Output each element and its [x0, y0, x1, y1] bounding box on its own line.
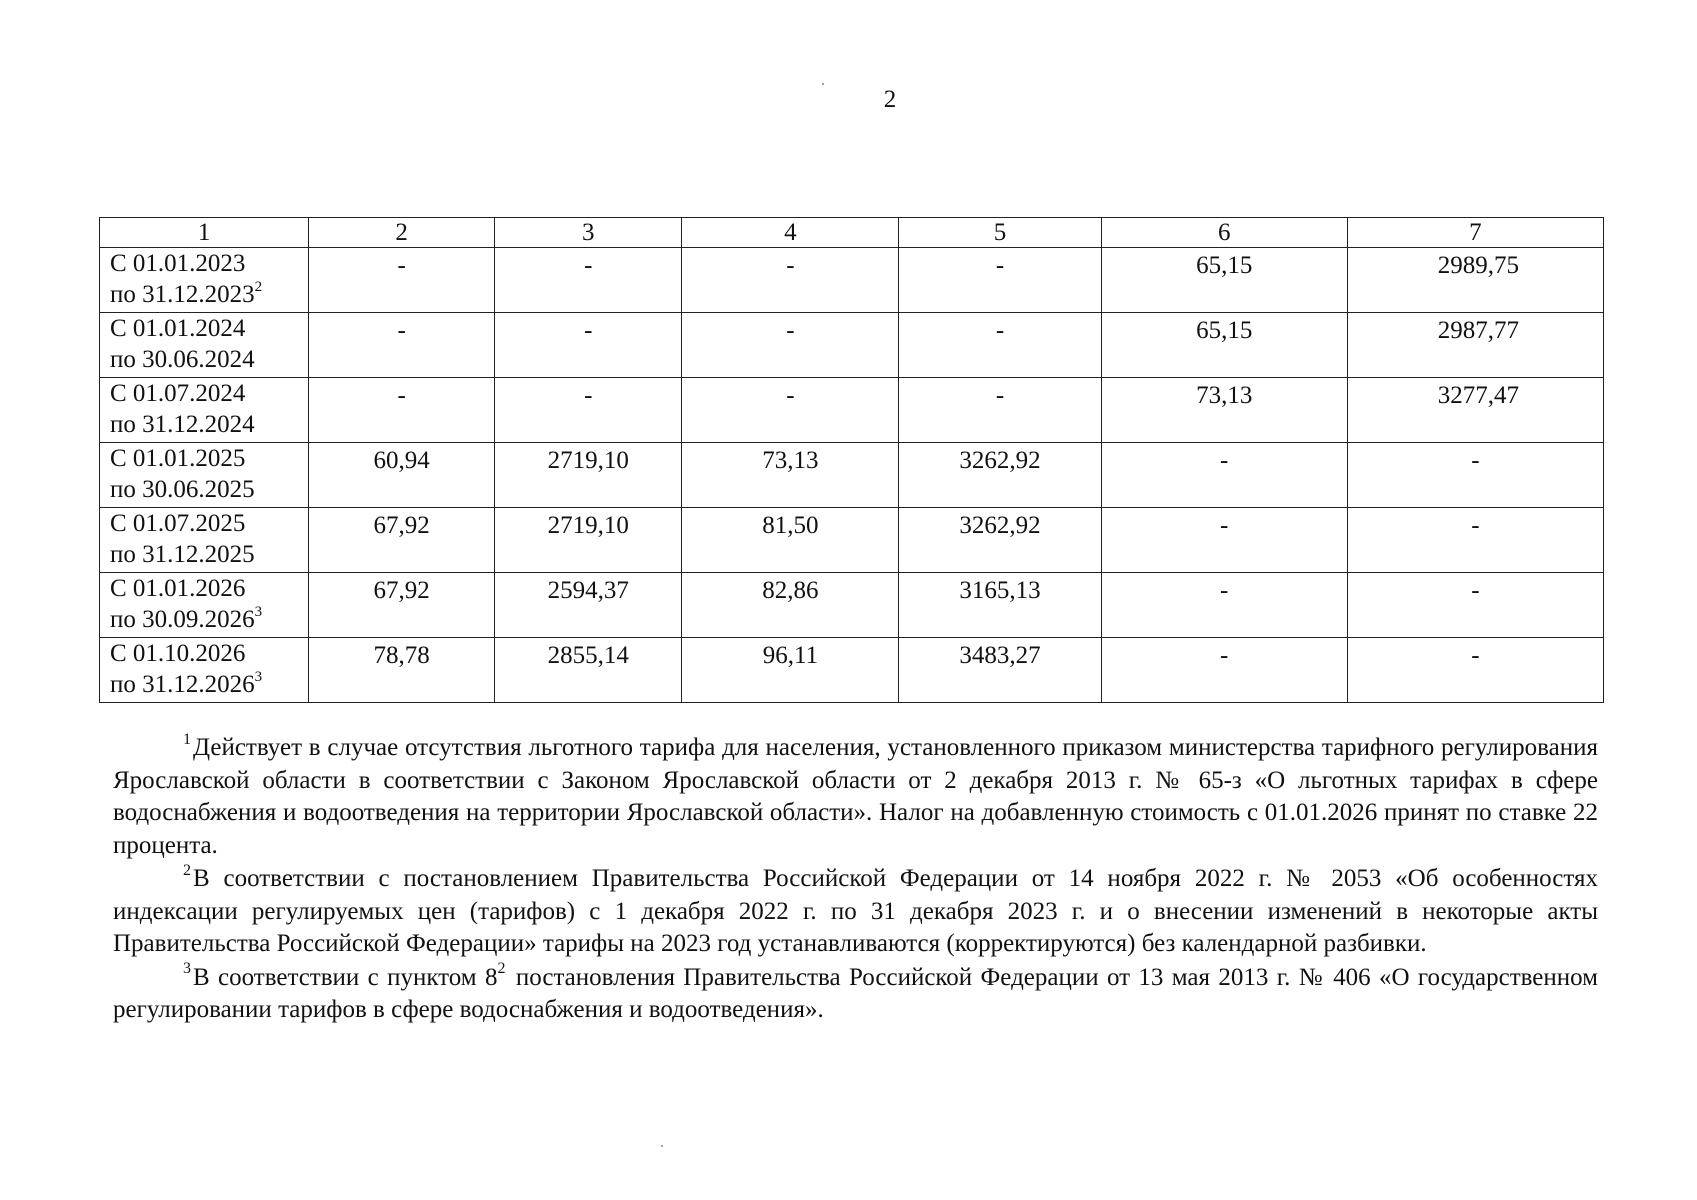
value-cell-c3: 2594,37 — [495, 573, 682, 638]
value-cell-c4: 81,50 — [682, 508, 899, 573]
value-cell-c7: - — [1347, 508, 1603, 573]
footnote-text: В соответствии с пунктом 8 — [193, 963, 498, 991]
value-cell-c5: 3262,92 — [899, 443, 1101, 508]
page-number: 2 — [883, 86, 897, 113]
column-header: 2 — [309, 218, 495, 248]
period-to-line — [110, 409, 308, 440]
footnote-marker: 1 — [183, 730, 191, 748]
value-cell-c2: - — [309, 248, 495, 313]
period-from: С 01.01.2025 — [110, 445, 246, 472]
value-cell-c6: 65,15 — [1101, 313, 1347, 378]
value-cell-c5: 3483,27 — [899, 638, 1101, 703]
value-cell-c7: 2987,77 — [1347, 313, 1603, 378]
table-row — [100, 573, 1604, 638]
period-cell — [100, 573, 309, 638]
table-row — [100, 248, 1604, 313]
footnote-text: Действует в случае отсутствия льготного тарифа для населения, установленного приказом министерства тарифного регулирования Ярославской области в соответствии с Законом Ярославской области от 2 декабря 2013 г. № 65-з «О льготных тарифах в сфере водоснабжения и водоотведения на территории Ярославской области». Налог на добавленную стоимость с 01.01.2026 принят по ставке 22 процента. — [113, 734, 1598, 859]
value-cell-c7: - — [1347, 638, 1603, 703]
value-cell-c7: 2989,75 — [1347, 248, 1603, 313]
period-to: по 30.06.2024 — [110, 346, 255, 373]
value-cell-c6: - — [1101, 508, 1347, 573]
value-cell-c6: - — [1101, 573, 1347, 638]
period-from: С 01.01.2023 — [110, 250, 246, 277]
column-header: 3 — [495, 218, 682, 248]
table-row — [100, 508, 1604, 573]
value-cell-c3: 2719,10 — [495, 443, 682, 508]
column-header: 6 — [1101, 218, 1347, 248]
value-cell-c7: - — [1347, 443, 1603, 508]
tariff-table — [99, 217, 1604, 703]
value-cell-c2: - — [309, 313, 495, 378]
footnote-text: В соответствии с постановлением Правительства Российской Федерации от 14 ноября 2022 г. № 2053 «Об особенностях индексации регулируемых цен (тарифов) с 1 декабря 2022 г. по 31 декабря 2023 г. и о внесении изменений в некоторые акты Правительства Российской Федерации» тарифы на 2023 год устанавливаются (корректируются) без календарной разбивки. — [113, 865, 1598, 957]
period-to: по 31.12.2023 — [110, 281, 255, 308]
period-from: С 01.01.2024 — [110, 315, 246, 342]
value-cell-c2: 78,78 — [309, 638, 495, 703]
footnote-2 — [113, 863, 1598, 961]
footnote-3 — [113, 962, 1598, 1027]
column-header: 4 — [682, 218, 899, 248]
period-to: по 31.12.2025 — [110, 541, 255, 568]
period-to: по 30.06.2025 — [110, 476, 255, 503]
clause-superscript: 2 — [497, 960, 506, 978]
period-cell — [100, 378, 309, 443]
period-from: С 01.07.2024 — [110, 380, 246, 407]
value-cell-c7: - — [1347, 573, 1603, 638]
value-cell-c4: 82,86 — [682, 573, 899, 638]
value-cell-c5: 3165,13 — [899, 573, 1101, 638]
value-cell-c5: - — [899, 313, 1101, 378]
value-cell-c5: - — [899, 378, 1101, 443]
footnote-marker: 3 — [183, 960, 191, 978]
period-to-line — [110, 669, 308, 700]
value-cell-c6: 73,13 — [1101, 378, 1347, 443]
footnotes — [113, 732, 1598, 1028]
period-cell — [100, 638, 309, 703]
value-cell-c4: - — [682, 248, 899, 313]
value-cell-c4: - — [682, 313, 899, 378]
period-cell — [100, 313, 309, 378]
value-cell-c2: 67,92 — [309, 573, 495, 638]
period-to: по 30.09.2026 — [110, 606, 255, 633]
period-to-line — [110, 344, 308, 375]
value-cell-c3: - — [495, 313, 682, 378]
period-to-line — [110, 604, 308, 635]
value-cell-c6: - — [1101, 443, 1347, 508]
value-cell-c6: - — [1101, 638, 1347, 703]
value-cell-c3: 2855,14 — [495, 638, 682, 703]
table-header-row — [100, 218, 1604, 248]
column-header: 1 — [100, 218, 309, 248]
value-cell-c3: - — [495, 248, 682, 313]
table-row — [100, 378, 1604, 443]
table-row — [100, 443, 1604, 508]
value-cell-c2: 67,92 — [309, 508, 495, 573]
period-to-line — [110, 539, 308, 570]
table-row — [100, 638, 1604, 703]
value-cell-c2: 60,94 — [309, 443, 495, 508]
value-cell-c2: - — [309, 378, 495, 443]
value-cell-c3: 2719,10 — [495, 508, 682, 573]
footnote-reference: 3 — [254, 668, 263, 685]
scan-speck — [661, 1145, 663, 1147]
period-from: С 01.01.2026 — [110, 575, 246, 602]
column-header: 5 — [899, 218, 1101, 248]
value-cell-c5: 3262,92 — [899, 508, 1101, 573]
period-to: по 31.12.2026 — [110, 671, 255, 698]
period-to: по 31.12.2024 — [110, 411, 255, 438]
value-cell-c6: 65,15 — [1101, 248, 1347, 313]
period-from: С 01.10.2026 — [110, 640, 246, 667]
period-to-line — [110, 474, 308, 505]
period-cell — [100, 443, 309, 508]
footnote-marker: 2 — [183, 861, 191, 879]
value-cell-c4: 73,13 — [682, 443, 899, 508]
footnote-text: постановления Правительства Российской Федерации от 13 мая 2013 г. № 406 «О государственном регулировании тарифов в сфере водоснабжения и водоотведения». — [113, 963, 1599, 1023]
scan-speck — [822, 83, 824, 85]
table-body — [100, 248, 1604, 703]
column-header: 7 — [1347, 218, 1603, 248]
period-cell — [100, 508, 309, 573]
footnote-1 — [113, 732, 1598, 862]
period-from: С 01.07.2025 — [110, 510, 246, 537]
value-cell-c5: - — [899, 248, 1101, 313]
period-cell — [100, 248, 309, 313]
value-cell-c7: 3277,47 — [1347, 378, 1603, 443]
footnote-reference: 3 — [254, 603, 263, 620]
value-cell-c4: 96,11 — [682, 638, 899, 703]
value-cell-c4: - — [682, 378, 899, 443]
footnote-reference: 2 — [254, 278, 263, 295]
value-cell-c3: - — [495, 378, 682, 443]
period-to-line — [110, 279, 308, 310]
table-row — [100, 313, 1604, 378]
